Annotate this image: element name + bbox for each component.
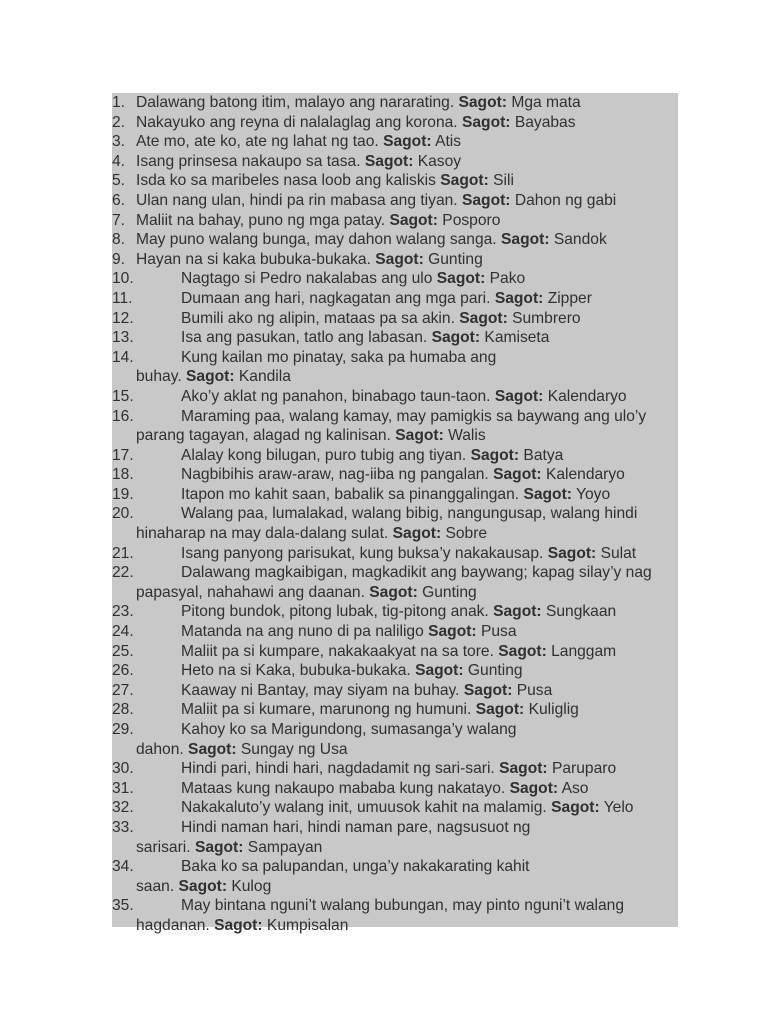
riddle-number: 15. [112,387,134,405]
riddle-number: 12. [112,309,134,327]
riddle-item [112,93,678,113]
riddle-answer: Bayabas [514,113,576,131]
riddle-continuation [112,524,678,544]
answer-label: Sagot: [440,172,489,190]
riddle-answer: Sungay ng Usa [240,740,348,758]
riddle-number: 13. [112,329,134,347]
riddle-number: 24. [112,623,134,641]
riddle-number: 11. [112,289,133,307]
riddle-item [112,152,678,172]
riddle-item [112,622,678,642]
riddle-item [112,504,678,543]
answer-label: Sagot: [493,466,542,484]
answer-label: Sagot: [395,427,444,445]
riddle-item [112,857,678,896]
riddle-number: 5. [112,172,126,190]
riddle-item [112,211,678,231]
riddle-item [112,289,678,309]
riddle-question: Isda ko sa maribeles nasa loob ang kaliskis [136,172,436,190]
riddle-answer: Sumbrero [512,309,581,327]
document-page [112,93,678,934]
riddle-number: 27. [112,681,134,699]
answer-label: Sagot: [458,94,507,111]
riddle-question: Maliit na bahay, puno ng mga patay. [136,211,386,229]
riddle-question: Kahoy ko sa Marigundong, sumasanga’y walang [181,721,517,738]
riddle-question: Ate mo, ate ko, ate ng lahat ng tao. [136,133,379,151]
answer-label: Sagot: [498,642,547,660]
riddle-question: Nagtago si Pedro nakalabas ang ulo [181,270,433,288]
riddle-answer: Dahon ng gabi [514,191,617,209]
riddle-number: 34. [112,858,134,876]
riddle-number: 17. [112,446,134,464]
riddle-number: 2. [112,113,126,131]
riddle-item [112,446,678,466]
riddle-item [112,328,678,348]
riddle-item [112,387,678,407]
riddle-answer: Yelo [603,799,634,817]
answer-label: Sagot: [428,623,477,641]
riddle-question-cont: parang tagayan, alagad ng kalinisan. [136,427,391,445]
answer-label: Sagot: [493,603,542,621]
riddle-question-cont: hagdanan. [136,916,210,934]
riddle-item [112,759,678,779]
riddle-question: Isang prinsesa nakaupo sa tasa. [136,152,361,170]
riddle-answer: Kalendaryo [547,387,627,405]
riddle-answer: Sungkaan [545,603,617,621]
riddle-question: Hindi pari, hindi hari, nagdadamit ng sari-sari. [181,760,495,778]
riddle-question: Ulan nang ulan, hindi pa rin mabasa ang tiyan. [136,191,458,209]
riddle-item [112,250,678,270]
riddle-question: Dalawang batong itim, malayo ang nararating. [136,94,455,111]
riddle-item [112,563,678,602]
answer-label: Sagot: [501,231,550,249]
riddle-item [112,700,678,720]
riddle-answer: Pusa [516,681,553,699]
riddle-answer: Aso [561,779,589,797]
answer-label: Sagot: [551,799,600,817]
riddle-answer: Kasoy [417,152,462,170]
riddle-item [112,171,678,191]
riddle-answer: Batya [523,446,564,464]
riddle-question: Nakayuko ang reyna di nalalaglag ang korona. [136,113,458,131]
riddle-question: Mataas kung nakaupo mababa kung nakatayo. [181,779,506,797]
riddle-answer: Yoyo [576,485,611,503]
riddle-answer: Kamiseta [484,329,550,347]
riddle-item [112,191,678,211]
riddle-continuation [112,838,678,858]
answer-label: Sagot: [392,525,442,543]
answer-label: Sagot: [188,740,237,758]
riddle-number: 8. [112,231,126,249]
answer-label: Sagot: [547,544,597,562]
riddle-item [112,642,678,662]
riddle-question: Baka ko sa palupandan, unga’y nakakarating kahit [181,858,530,876]
riddle-question: Matanda na ang nuno di pa naliligo [181,623,424,641]
answer-label: Sagot: [459,309,508,327]
riddle-answer: Kalendaryo [545,466,625,484]
riddle-item [112,407,678,446]
riddle-answer: Paruparo [551,760,617,778]
riddle-number: 3. [112,133,126,151]
riddle-number: 20. [112,505,134,523]
riddle-continuation [112,877,678,897]
riddle-question-cont: hinaharap na may dala-dalang sulat. [136,525,389,543]
riddle-answer: Posporo [442,211,501,229]
riddle-question: May bintana nguni’t walang bubungan, may pinto nguni’t walang [181,897,624,915]
riddle-answer: Mga mata [511,94,581,111]
answer-label: Sagot: [178,877,228,895]
riddle-answer: Kulog [231,877,272,895]
answer-label: Sagot: [194,838,244,856]
answer-label: Sagot: [214,916,263,934]
riddle-item [112,896,678,935]
riddle-question: Maraming paa, walang kamay, may pamigkis sa baywang ang ulo’y [181,407,647,425]
answer-label: Sagot: [499,760,548,778]
riddle-question: Nagbibihis araw-araw, nag-iiba ng pangalan. [181,466,489,484]
answer-label: Sagot: [186,368,235,386]
answer-label: Sagot: [375,250,424,268]
answer-label: Sagot: [463,681,513,699]
riddle-question: Walang paa, lumalakad, walang bibig, nangungusap, walang hindi [181,505,638,523]
riddle-answer: Gunting [428,250,483,268]
riddle-question: Pitong bundok, pitong lubak, tig-pitong anak. [181,603,489,621]
riddle-item [112,465,678,485]
riddle-item [112,269,678,289]
answer-label: Sagot: [461,113,511,131]
riddle-number: 19. [112,485,134,503]
riddle-item [112,132,678,152]
riddle-question: Itapon mo kahit saan, babalik sa pinanggalingan. [181,485,520,503]
riddle-answer: Gunting [467,662,523,680]
riddle-item [112,230,678,250]
riddle-answer: Kumpisalan [266,916,349,934]
riddle-number: 16. [112,407,134,425]
riddle-number: 25. [112,642,134,660]
riddle-answer: Sobre [445,525,488,543]
riddle-continuation [112,583,678,603]
answer-label: Sagot: [415,662,464,680]
riddle-answer: Sandok [553,231,607,249]
riddle-continuation [112,740,678,760]
riddle-number: 33. [112,818,134,836]
riddle-number: 32. [112,799,134,817]
riddle-number: 31. [112,779,134,797]
riddle-question-cont: sarisari. [136,838,191,856]
riddle-question: Isa ang pasukan, tatlo ang labasan. [181,329,428,347]
riddle-number: 26. [112,662,134,680]
riddle-item [112,681,678,701]
answer-label: Sagot: [364,152,414,170]
riddle-number: 22. [112,564,134,582]
riddle-number: 9. [112,250,126,268]
riddle-item [112,661,678,681]
riddle-item [112,602,678,622]
answer-label: Sagot: [494,289,544,307]
riddle-number: 23. [112,603,134,621]
riddle-number: 10. [112,270,134,288]
riddle-answer: Atis [435,133,462,151]
riddle-question-cont: dahon. [136,740,184,758]
riddle-item [112,720,678,759]
riddle-question: Kung kailan mo pinatay, saka pa humaba ang [181,348,497,366]
riddle-item [112,113,678,133]
riddle-number: 4. [112,152,126,170]
riddle-answer: Kuliglig [528,701,579,719]
riddle-question: Kaaway ni Bantay, may siyam na buhay. [181,681,460,699]
riddle-number: 14. [112,348,134,366]
answer-label: Sagot: [369,583,418,601]
riddle-answer: Sili [493,172,514,190]
riddle-item [112,818,678,857]
riddle-item [112,798,678,818]
answer-label: Sagot: [383,133,432,151]
riddle-question: Hayan na si kaka bubuka-bukaka. [136,250,371,268]
riddle-question-cont: papasyal, nahahawi ang daanan. [136,583,365,601]
riddle-question-cont: buhay. [136,368,182,386]
riddle-answer: Langgam [551,642,617,660]
riddle-item [112,348,678,387]
riddle-answer: Pusa [480,623,517,641]
riddle-question: Maliit pa si kumare, marunong ng humuni. [181,701,472,719]
answer-label: Sagot: [523,485,572,503]
riddle-question: Dalawang magkaibigan, magkadikit ang baywang; kapag silay’y nag [181,564,652,582]
answer-label: Sagot: [431,329,481,347]
riddle-question-cont: saan. [136,877,175,895]
riddle-answer: Gunting [422,583,477,601]
riddle-number: 30. [112,760,134,778]
answer-label: Sagot: [461,191,511,209]
riddle-item [112,485,678,505]
riddle-answer: Kandila [238,368,291,386]
riddle-item [112,309,678,329]
riddle-continuation [112,367,678,387]
riddle-question: Nakakaluto’y walang init, umuusok kahit na malamig. [181,799,547,817]
riddle-number: 29. [112,721,134,738]
riddle-question: May puno walang bunga, may dahon walang sanga. [136,231,497,249]
riddle-item [112,544,678,564]
riddle-number: 1. [112,94,126,111]
riddle-question: Ako’y aklat ng panahon, binabago taun-taon. [181,387,491,405]
riddle-number: 6. [112,191,126,209]
riddle-number: 21. [112,544,134,562]
riddle-question: Alalay kong bilugan, puro tubig ang tiyan. [181,446,467,464]
riddle-list [112,93,678,936]
riddle-answer: Sulat [600,544,637,562]
riddle-number: 18. [112,466,134,484]
riddle-question: Isang panyong parisukat, kung buksa’y nakakausap. [181,544,544,562]
answer-label: Sagot: [494,387,544,405]
riddle-answer: Sampayan [247,838,323,856]
riddle-continuation [112,426,678,446]
riddle-number: 35. [112,897,134,915]
riddle-question: Maliit pa si kumpare, nakakaakyat na sa tore. [181,642,494,660]
riddle-number: 28. [112,701,134,719]
riddle-question: Heto na si Kaka, bubuka-bukaka. [181,662,411,680]
answer-label: Sagot: [475,701,525,719]
riddle-question: Bumili ako ng alipin, mataas pa sa akin. [181,309,455,327]
answer-label: Sagot: [470,446,520,464]
riddle-answer: Walis [448,427,486,445]
riddle-question: Hindi naman hari, hindi naman pare, nagsusuot ng [181,818,531,836]
riddle-number: 7. [112,211,126,229]
answer-label: Sagot: [436,270,486,288]
riddle-question: Dumaan ang hari, nagkagatan ang mga pari. [181,289,491,307]
answer-label: Sagot: [509,779,559,797]
riddle-answer: Zipper [547,289,592,307]
riddle-item [112,779,678,799]
riddle-answer: Pako [489,270,526,288]
riddle-continuation [112,916,678,936]
answer-label: Sagot: [389,211,438,229]
